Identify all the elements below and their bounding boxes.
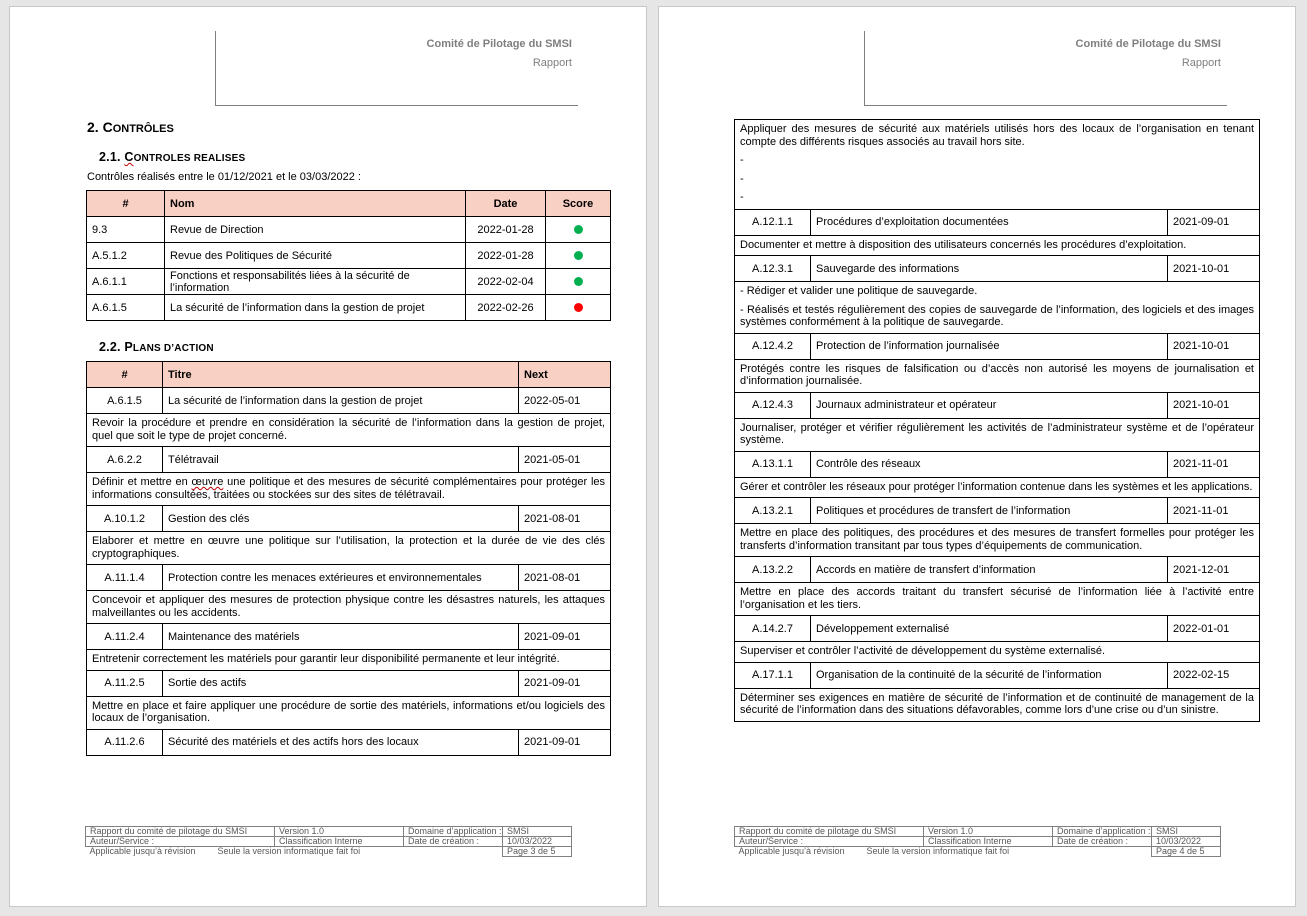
col-id: # — [87, 191, 165, 217]
plan-description-text: Concevoir et appliquer des mesures de protection physique contre les désastres naturels, les attaques malveillantes ou les accidents. — [92, 594, 605, 619]
plan-description-text: Gérer et contrôler les réseaux pour protéger l’information contenue dans les systèmes et les applications. — [740, 480, 1253, 493]
plan-title: Maintenance des matériels — [163, 624, 519, 650]
plan-description — [735, 642, 1260, 663]
plan-id: A.13.2.2 — [735, 557, 811, 583]
plan-description-text: Mettre en place des politiques, des procédures et des mesures de transfert formelles pour protéger les transferts d’information transitant par tous types d’équipements de communication. — [740, 527, 1254, 552]
footer-classification: Classification Interne — [924, 837, 1053, 847]
plan-row — [87, 388, 611, 414]
footer-created-value: 10/03/2022 — [1152, 837, 1221, 847]
plan-next-date: 2021-11-01 — [1168, 498, 1260, 524]
plan-description-text: Mettre en place et faire appliquer une procédure de sortie des matériels, informations et/ou logiciels des locaux de l’organisation. — [92, 699, 605, 724]
score-dot-icon — [574, 225, 583, 234]
footer-author: Auteur/Service : — [86, 837, 275, 847]
control-id: A.6.1.1 — [87, 269, 165, 295]
control-score — [546, 295, 611, 321]
control-name: La sécurité de l’information dans la gestion de projet — [165, 295, 466, 321]
footer-report: Rapport du comité de pilotage du SMSI — [86, 827, 275, 837]
plan-row — [735, 333, 1260, 359]
action-plans-table — [86, 361, 611, 756]
plan-next-date: 2021-08-01 — [519, 506, 611, 532]
col-next: Next — [519, 362, 611, 388]
plan-next-date: 2021-09-01 — [519, 624, 611, 650]
plan-next-date: 2022-05-01 — [519, 388, 611, 414]
plan-description-text: Journaliser, protéger et vérifier régulièrement les activités de l’administrateur système et de l’opérateur système. — [740, 421, 1254, 446]
section-heading — [87, 119, 174, 135]
plan-description-text: Déterminer ses exigences en matière de sécurité de l’information et de continuité de management de la sécurité de l’information dans des situations défavorables, comme lors d’une crise ou d’un sinistre. — [740, 691, 1254, 716]
section-title-rest: ONTRÔLES — [112, 123, 174, 135]
section-title-first: C — [102, 119, 113, 135]
controls-heading-first: C — [124, 150, 134, 164]
footer-page-number: Page 3 de 5 — [503, 847, 572, 857]
plan-description-text: Entretenir correctement les matériels pour garantir leur disponibilité permanente et leur intégrité. — [92, 653, 560, 665]
plan-description-text: - Rédiger et valider une politique de sauvegarde. — [740, 285, 978, 297]
plan-row — [735, 209, 1260, 235]
col-id: # — [87, 362, 163, 388]
plan-next-date: 2021-09-01 — [519, 670, 611, 696]
plan-next-date: 2021-08-01 — [519, 565, 611, 591]
plan-id: A.12.1.1 — [735, 209, 811, 235]
plan-title: Organisation de la continuité de la sécurité de l’information — [811, 662, 1168, 688]
footer-applicable: Applicable jusqu’à révision — [738, 846, 845, 857]
footer-applicable: Applicable jusqu’à révision — [89, 846, 196, 857]
controls-table — [86, 190, 611, 321]
plan-description-row — [735, 583, 1260, 616]
plans-heading-first: P — [124, 340, 133, 354]
header-org: Comité de Pilotage du SMSI — [426, 38, 572, 50]
plan-title: Protection contre les menaces extérieures et environnementales — [163, 565, 519, 591]
plans-header-row — [87, 362, 611, 388]
plan-title: La sécurité de l’information dans la gestion de projet — [163, 388, 519, 414]
table-row — [87, 295, 611, 321]
plan-next-date: 2021-05-01 — [519, 447, 611, 473]
plan-description — [87, 532, 611, 565]
plan-description — [735, 359, 1260, 392]
controls-heading-rest: ONTROLES REALISES — [133, 153, 246, 164]
footer-applicability — [735, 847, 1152, 857]
control-id: A.6.1.5 — [87, 295, 165, 321]
plan-title: Accords en matière de transfert d’information — [811, 557, 1168, 583]
plan-next-date: 2021-10-01 — [1168, 333, 1260, 359]
plan-description-text: - — [740, 191, 744, 203]
plan-description-text: Protégés contre les risques de falsification ou d’accès non autorisé les moyens de journalisation et d’information journalisée. — [740, 362, 1254, 387]
footer-version: Version 1.0 — [275, 827, 404, 837]
plan-next-date: 2021-09-01 — [519, 729, 611, 755]
plan-description — [87, 696, 611, 729]
plan-id: A.13.2.1 — [735, 498, 811, 524]
plan-title: Télétravail — [163, 447, 519, 473]
plan-description-text: Documenter et mettre à disposition des utilisateurs concernés les procédures d’exploitation. — [740, 238, 1187, 251]
plan-description-row — [735, 418, 1260, 451]
footer-domain-label: Domaine d’application : — [1053, 827, 1152, 837]
control-date: 2022-02-26 — [466, 295, 546, 321]
plan-description-row — [735, 688, 1260, 721]
footer-classification: Classification Interne — [275, 837, 404, 847]
document-page-3 — [10, 7, 646, 906]
plan-description-text: - Réalisés et testés régulièrement des copies de sauvegarde de l’information, des logiciels et des images systèmes conformément à la politique de sauvegarde. — [740, 303, 1254, 328]
footer-report: Rapport du comité de pilotage du SMSI — [735, 827, 924, 837]
plan-row — [735, 451, 1260, 477]
table-row — [87, 217, 611, 243]
page-footer — [85, 826, 572, 857]
plan-next-date: 2022-02-15 — [1168, 662, 1260, 688]
header-doc: Rapport — [1181, 57, 1221, 69]
plan-id: A.12.3.1 — [735, 256, 811, 282]
control-score — [546, 269, 611, 295]
plan-description-row — [87, 532, 611, 565]
plan-description-row — [87, 414, 611, 447]
plan-description-text: Mettre en place des accords traitant du transfert sécurisé de l’information liée à l’activité entre l’organisation et les tiers. — [740, 586, 1254, 611]
control-date: 2022-01-28 — [466, 217, 546, 243]
page-header — [864, 31, 1227, 106]
plan-row — [87, 670, 611, 696]
col-title: Titre — [163, 362, 519, 388]
footer-only-version: Seule la version informatique fait foi — [217, 846, 361, 857]
plan-description-row — [735, 524, 1260, 557]
plan-description — [87, 473, 611, 506]
plan-description-row — [87, 696, 611, 729]
plan-description-text: - — [740, 172, 744, 185]
footer-page-number: Page 4 de 5 — [1152, 847, 1221, 857]
plan-next-date: 2022-01-01 — [1168, 616, 1260, 642]
plans-heading — [99, 340, 214, 354]
plan-title: Sauvegarde des informations — [811, 256, 1168, 282]
plan-title: Politiques et procédures de transfert de l’information — [811, 498, 1168, 524]
footer-applicability — [86, 847, 503, 857]
plan-next-date: 2021-12-01 — [1168, 557, 1260, 583]
plan-description-row — [735, 642, 1260, 663]
plan-description — [735, 418, 1260, 451]
footer-created-label: Date de création : — [1053, 837, 1152, 847]
plan-title: Procédures d’exploitation documentées — [811, 209, 1168, 235]
page-footer — [734, 826, 1221, 857]
plan-description-row — [735, 120, 1260, 210]
controls-heading — [99, 150, 245, 164]
plan-description-row — [87, 650, 611, 671]
plan-id: A.11.1.4 — [87, 565, 163, 591]
control-score — [546, 217, 611, 243]
plan-id: A.11.2.4 — [87, 624, 163, 650]
plans-heading-rest: LANS D’ACTION — [132, 343, 214, 354]
footer-author: Auteur/Service : — [735, 837, 924, 847]
footer-domain-value: SMSI — [503, 827, 572, 837]
plan-id: A.12.4.2 — [735, 333, 811, 359]
header-doc: Rapport — [532, 57, 572, 69]
plan-description-text: - — [740, 154, 744, 166]
plan-row — [87, 447, 611, 473]
plans-heading-number: 2.2. — [99, 340, 121, 354]
document-page-4 — [659, 7, 1295, 906]
plan-description-row — [735, 477, 1260, 498]
plan-title: Sortie des actifs — [163, 670, 519, 696]
control-name: Fonctions et responsabilités liées à la sécurité de l’information — [165, 269, 466, 295]
plan-row — [87, 624, 611, 650]
plan-description-row — [87, 473, 611, 506]
plan-description-row — [735, 359, 1260, 392]
plan-id: A.11.2.6 — [87, 729, 163, 755]
plan-row — [735, 616, 1260, 642]
header-org: Comité de Pilotage du SMSI — [1075, 38, 1221, 50]
control-name: Revue de Direction — [165, 217, 466, 243]
plan-description-text: Elaborer et mettre en œuvre une politique sur l’utilisation, la protection et la durée de vie des clés cryptographiques. — [92, 535, 605, 560]
control-name: Revue des Politiques de Sécurité — [165, 243, 466, 269]
footer-created-value: 10/03/2022 — [503, 837, 572, 847]
score-dot-icon — [574, 277, 583, 286]
control-id: 9.3 — [87, 217, 165, 243]
col-date: Date — [466, 191, 546, 217]
footer-created-label: Date de création : — [404, 837, 503, 847]
plan-id: A.6.1.5 — [87, 388, 163, 414]
plan-title: Contrôle des réseaux — [811, 451, 1168, 477]
page-header — [215, 31, 578, 106]
footer-domain-label: Domaine d’application : — [404, 827, 503, 837]
plan-next-date: 2021-10-01 — [1168, 256, 1260, 282]
plan-description — [735, 688, 1260, 721]
plan-title: Gestion des clés — [163, 506, 519, 532]
plan-title: Protection de l’information journalisée — [811, 333, 1168, 359]
plan-id: A.17.1.1 — [735, 662, 811, 688]
plan-row — [87, 729, 611, 755]
plan-title: Sécurité des matériels et des actifs hors des locaux — [163, 729, 519, 755]
plan-description-text: Revoir la procédure et prendre en considération la sécurité de l’information dans la gestion de projet, quel que soit le type de projet concerné. — [92, 417, 605, 442]
col-score: Score — [546, 191, 611, 217]
plan-next-date: 2021-11-01 — [1168, 451, 1260, 477]
plan-description-row — [735, 282, 1260, 334]
controls-heading-number: 2.1. — [99, 150, 121, 164]
controls-intro: Contrôles réalisés entre le 01/12/2021 et le 03/03/2022 : — [87, 171, 361, 183]
plan-description-row — [87, 591, 611, 624]
section-number: 2. — [87, 119, 99, 135]
plan-id: A.13.1.1 — [735, 451, 811, 477]
plan-row — [735, 557, 1260, 583]
plan-description — [735, 583, 1260, 616]
footer-domain-value: SMSI — [1152, 827, 1221, 837]
col-name: Nom — [165, 191, 466, 217]
plan-row — [735, 662, 1260, 688]
table-row — [87, 243, 611, 269]
score-dot-icon — [574, 303, 583, 312]
plan-next-date: 2021-10-01 — [1168, 392, 1260, 418]
control-date: 2022-01-28 — [466, 243, 546, 269]
action-plans-table-continued — [734, 119, 1260, 722]
spelling-mark: œuvre — [191, 476, 224, 488]
plan-description-row — [735, 235, 1260, 256]
plan-description — [87, 414, 611, 447]
plan-next-date: 2021-09-01 — [1168, 209, 1260, 235]
footer-only-version: Seule la version informatique fait foi — [866, 846, 1010, 857]
plan-id: A.14.2.7 — [735, 616, 811, 642]
plan-title: Développement externalisé — [811, 616, 1168, 642]
plan-description — [87, 591, 611, 624]
footer-version: Version 1.0 — [924, 827, 1053, 837]
plan-description — [87, 650, 611, 671]
control-score — [546, 243, 611, 269]
plan-description-text: Superviser et contrôler l’activité de développement du système externalisé. — [740, 645, 1106, 657]
plan-description-text: Définir et mettre en œuvre une politique et des mesures de sécurité complémentaires pour protéger les informations consultées, traitées ou stockées sur des sites de télétravail. — [92, 476, 606, 501]
control-date: 2022-02-04 — [466, 269, 546, 295]
table-row — [87, 269, 611, 295]
plan-row — [735, 256, 1260, 282]
plan-row — [87, 506, 611, 532]
plan-id: A.10.1.2 — [87, 506, 163, 532]
plan-title: Journaux administrateur et opérateur — [811, 392, 1168, 418]
plan-description — [735, 120, 1260, 210]
plan-row — [735, 498, 1260, 524]
plan-description-text: Appliquer des mesures de sécurité aux matériels utilisés hors des locaux de l’organisation en tenant compte des différents risques associés au travail hors site. — [740, 123, 1254, 148]
plan-description — [735, 524, 1260, 557]
plan-description — [735, 477, 1260, 498]
plan-row — [735, 392, 1260, 418]
plan-description — [735, 282, 1260, 334]
controls-header-row — [87, 191, 611, 217]
control-id: A.5.1.2 — [87, 243, 165, 269]
plan-id: A.11.2.5 — [87, 670, 163, 696]
plan-id: A.6.2.2 — [87, 447, 163, 473]
score-dot-icon — [574, 251, 583, 260]
plan-id: A.12.4.3 — [735, 392, 811, 418]
plan-description — [735, 235, 1260, 256]
plan-row — [87, 565, 611, 591]
